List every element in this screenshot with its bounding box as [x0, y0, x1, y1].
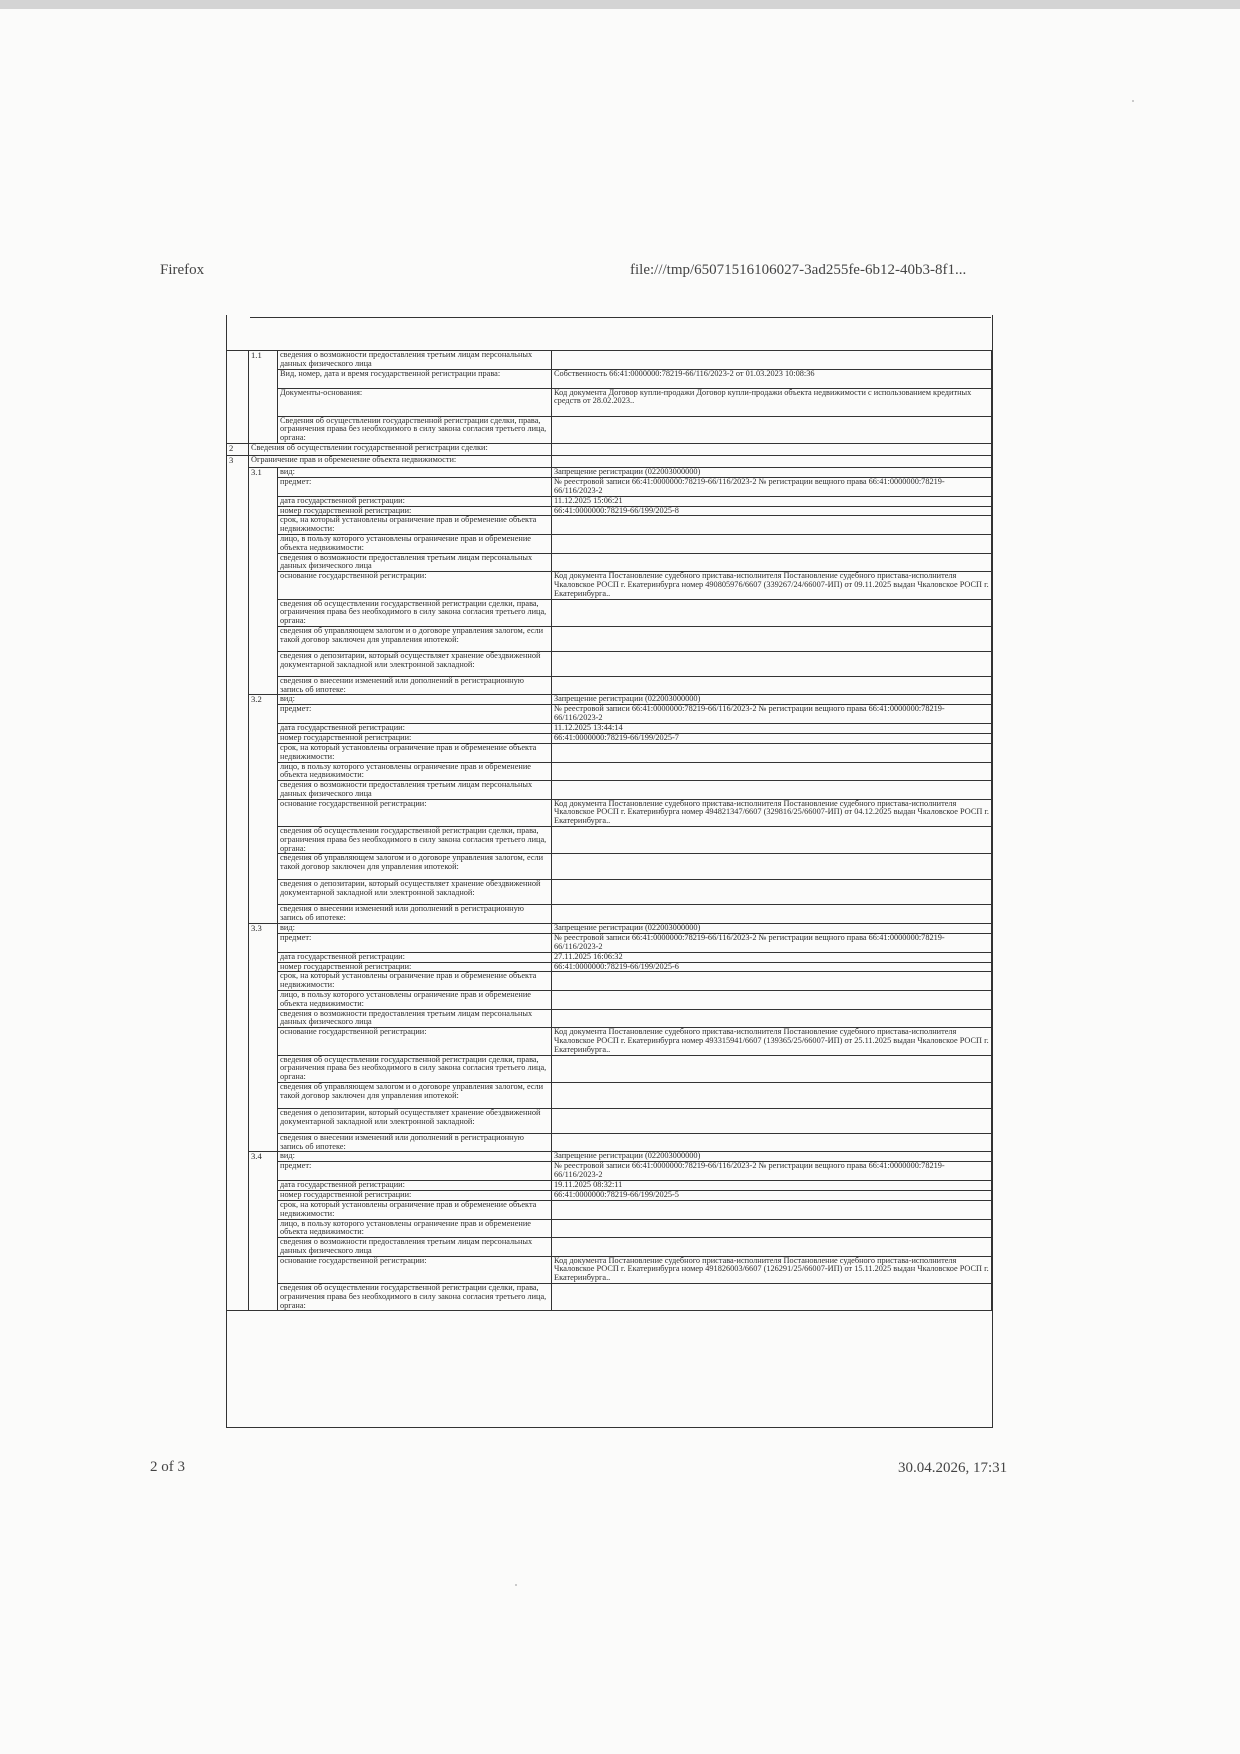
- field-value: 27.11.2025 16:06:32: [552, 952, 992, 962]
- table-row: [227, 516, 992, 535]
- field-label: основание государственной регистрации:: [278, 572, 552, 599]
- table-row: [227, 1133, 992, 1152]
- table-row: [227, 1152, 992, 1162]
- table-row: [227, 467, 992, 477]
- field-value: [552, 905, 992, 924]
- field-value: [552, 455, 992, 467]
- field-value: [552, 416, 992, 443]
- document-frame-top-line: [250, 317, 991, 318]
- field-value: Код документа Постановление судебного пристава-исполнителя Постановление судебного пристава-исполнителя Чкаловское РОСП г. Екатеринбурга номер 490805976/6607 (339267/24/66007-ИП) от 09.11.2025 выдан Чкаловское РОСП г. Екатеринбурга..: [552, 572, 992, 599]
- table-row: [227, 799, 992, 826]
- field-value: Собственность 66:41:0000000:78219-66/116/2023-2 от 01.03.2023 10:08:36: [552, 369, 992, 388]
- field-label: сведения о внесении изменений или дополнений в регистрационную запись об ипотеке:: [278, 676, 552, 695]
- table-row: [227, 1200, 992, 1219]
- field-label: срок, на который установлены ограничение прав и обременение объекта недвижимости:: [278, 972, 552, 991]
- table-row: [227, 599, 992, 626]
- table-row: [227, 651, 992, 676]
- field-label: лицо, в пользу которого установлены ограничение прав и обременение объекта недвижимости:: [278, 535, 552, 554]
- print-footer-timestamp: 30.04.2026, 17:31: [898, 1460, 1008, 1476]
- table-row: [227, 1181, 992, 1191]
- field-label: вид:: [278, 1152, 552, 1162]
- table-row: [227, 762, 992, 781]
- table-row: [227, 1191, 992, 1201]
- subsection-number: 3.2: [249, 695, 278, 924]
- table-row: [227, 535, 992, 554]
- field-label: вид:: [278, 695, 552, 705]
- table-row: [227, 724, 992, 734]
- print-header-app-name: Firefox: [160, 262, 205, 278]
- table-row: [227, 1238, 992, 1257]
- field-label: сведения о депозитарии, который осуществляет хранение обездвиженной документарной закладной или электронной закладной:: [278, 651, 552, 676]
- table-row: [227, 455, 992, 467]
- field-value: [552, 854, 992, 880]
- field-value: [552, 516, 992, 535]
- field-value: [552, 880, 992, 905]
- field-value: [552, 651, 992, 676]
- field-value: [552, 781, 992, 800]
- field-label: сведения о возможности предоставления третьим лицам персональных данных физического лица: [278, 781, 552, 800]
- field-value: № реестровой записи 66:41:0000000:78219-66/116/2023-2 № регистрации вещного права 66:41:0000000:78219-66/116/2023-2: [552, 477, 992, 496]
- field-value: [552, 991, 992, 1010]
- print-header-url: file:///tmp/65071516106027-3ad255fe-6b12-40b3-8f1...: [630, 262, 967, 278]
- field-value: [552, 1219, 992, 1238]
- table-row: [227, 1028, 992, 1055]
- field-label: сведения о возможности предоставления третьим лицам персональных данных физического лица: [278, 1238, 552, 1257]
- table-row: [227, 880, 992, 905]
- field-label: сведения об осуществлении государственной регистрации сделки, права, ограничения права без необходимого в силу закона согласия третьего лица, органа:: [278, 1055, 552, 1082]
- section-heading: Ограничение прав и обременение объекта недвижимости:: [249, 455, 552, 467]
- scan-speck: [515, 1584, 517, 1586]
- subsection-number: 1.1: [249, 351, 278, 444]
- field-value: [552, 626, 992, 651]
- outer-index-cell: [227, 351, 249, 444]
- table-row: [227, 626, 992, 651]
- table-row: [227, 676, 992, 695]
- field-label: сведения о возможности предоставления третьим лицам персональных данных физического лица: [278, 351, 552, 370]
- field-label: сведения об управляющем залогом и о договоре управления залогом, если такой договор заключен для управления ипотекой:: [278, 626, 552, 651]
- field-label: дата государственной регистрации:: [278, 496, 552, 506]
- field-label: сведения об осуществлении государственной регистрации сделки, права, ограничения права без необходимого в силу закона согласия третьего лица, органа:: [278, 599, 552, 626]
- subsection-number: 3.4: [249, 1152, 278, 1311]
- subsection-number: 3.1: [249, 467, 278, 695]
- field-value: 11.12.2025 13:44:14: [552, 724, 992, 734]
- field-label: сведения о депозитарии, который осуществляет хранение обездвиженной документарной закладной или электронной закладной:: [278, 1108, 552, 1133]
- table-row: [227, 781, 992, 800]
- table-row: [227, 351, 992, 370]
- field-value: Запрещение регистрации (022003000000): [552, 695, 992, 705]
- field-label: предмет:: [278, 705, 552, 724]
- field-label: Документы-основания:: [278, 388, 552, 416]
- field-value: 11.12.2025 15:06:21: [552, 496, 992, 506]
- field-label: лицо, в пользу которого установлены ограничение прав и обременение объекта недвижимости:: [278, 991, 552, 1010]
- table-row: [227, 991, 992, 1010]
- section-number: 3: [227, 455, 249, 1310]
- table-row: [227, 1009, 992, 1028]
- table-row: [227, 553, 992, 572]
- field-label: основание государственной регистрации:: [278, 1256, 552, 1283]
- registry-table: [226, 350, 992, 1311]
- field-value: 19.11.2025 08:32:11: [552, 1181, 992, 1191]
- table-row: [227, 854, 992, 880]
- field-label: номер государственной регистрации:: [278, 506, 552, 516]
- field-value: [552, 1082, 992, 1108]
- top-edge-strip: [0, 0, 1240, 9]
- table-row: [227, 1256, 992, 1283]
- field-label: предмет:: [278, 933, 552, 952]
- field-value: [552, 1009, 992, 1028]
- table-row: [227, 827, 992, 854]
- field-value: 66:41:0000000:78219-66/199/2025-8: [552, 506, 992, 516]
- field-value: 66:41:0000000:78219-66/199/2025-7: [552, 734, 992, 744]
- field-label: сведения об управляющем залогом и о договоре управления залогом, если такой договор заключен для управления ипотекой:: [278, 1082, 552, 1108]
- field-value: 66:41:0000000:78219-66/199/2025-6: [552, 962, 992, 972]
- field-label: сведения о возможности предоставления третьим лицам персональных данных физического лица: [278, 553, 552, 572]
- field-value: [552, 553, 992, 572]
- field-label: сведения о внесении изменений или дополнений в регистрационную запись об ипотеке:: [278, 905, 552, 924]
- table-row: [227, 1108, 992, 1133]
- field-label: лицо, в пользу которого установлены ограничение прав и обременение объекта недвижимости:: [278, 762, 552, 781]
- field-label: основание государственной регистрации:: [278, 799, 552, 826]
- field-label: сведения о возможности предоставления третьим лицам персональных данных физического лица: [278, 1009, 552, 1028]
- table-row: [227, 734, 992, 744]
- section-number: 2: [227, 443, 249, 455]
- field-label: дата государственной регистрации:: [278, 724, 552, 734]
- field-value: [552, 1200, 992, 1219]
- field-value: Запрещение регистрации (022003000000): [552, 923, 992, 933]
- field-value: Код документа Постановление судебного пристава-исполнителя Постановление судебного пристава-исполнителя Чкаловское РОСП г. Екатеринбурга номер 494821347/6607 (329816/25/66007-ИП) от 04.12.2025 выдан Чкаловское РОСП г. Екатеринбурга..: [552, 799, 992, 826]
- table-row: [227, 952, 992, 962]
- field-label: предмет:: [278, 477, 552, 496]
- field-label: дата государственной регистрации:: [278, 1181, 552, 1191]
- field-value: [552, 1055, 992, 1082]
- scan-speck: [1132, 100, 1134, 102]
- field-value: [552, 443, 992, 455]
- field-value: [552, 1133, 992, 1152]
- table-row: [227, 388, 992, 416]
- table-row: [227, 1284, 992, 1311]
- table-row: [227, 933, 992, 952]
- field-value: Запрещение регистрации (022003000000): [552, 1152, 992, 1162]
- field-label: срок, на который установлены ограничение прав и обременение объекта недвижимости:: [278, 743, 552, 762]
- field-value: [552, 1284, 992, 1311]
- table-row: [227, 477, 992, 496]
- field-label: предмет:: [278, 1162, 552, 1181]
- field-label: Сведения об осуществлении государственной регистрации сделки, права, ограничения права без необходимого в силу закона согласия третьего лица, органа:: [278, 416, 552, 443]
- field-label: сведения о внесении изменений или дополнений в регистрационную запись об ипотеке:: [278, 1133, 552, 1152]
- field-value: [552, 762, 992, 781]
- field-label: Вид, номер, дата и время государственной регистрации права:: [278, 369, 552, 388]
- table-row: [227, 695, 992, 705]
- field-value: № реестровой записи 66:41:0000000:78219-66/116/2023-2 № регистрации вещного права 66:41:0000000:78219-66/116/2023-2: [552, 1162, 992, 1181]
- table-row: [227, 443, 992, 455]
- table-row: [227, 705, 992, 724]
- field-value: Код документа Постановление судебного пристава-исполнителя Постановление судебного пристава-исполнителя Чкаловское РОСП г. Екатеринбурга номер 491826003/6607 (126291/25/66007-ИП) от 15.11.2025 выдан Чкаловское РОСП г. Екатеринбурга..: [552, 1256, 992, 1283]
- field-label: сведения о депозитарии, который осуществляет хранение обездвиженной документарной закладной или электронной закладной:: [278, 880, 552, 905]
- table-row: [227, 1219, 992, 1238]
- table-row: [227, 905, 992, 924]
- field-label: лицо, в пользу которого установлены ограничение прав и обременение объекта недвижимости:: [278, 1219, 552, 1238]
- table-row: [227, 743, 992, 762]
- field-label: номер государственной регистрации:: [278, 962, 552, 972]
- field-label: вид:: [278, 923, 552, 933]
- field-value: [552, 676, 992, 695]
- field-label: номер государственной регистрации:: [278, 1191, 552, 1201]
- field-value: [552, 599, 992, 626]
- field-value: Запрещение регистрации (022003000000): [552, 467, 992, 477]
- table-row: [227, 962, 992, 972]
- field-label: номер государственной регистрации:: [278, 734, 552, 744]
- field-value: Код документа Постановление судебного пристава-исполнителя Постановление судебного пристава-исполнителя Чкаловское РОСП г. Екатеринбурга номер 493315941/6607 (139365/25/66007-ИП) от 25.11.2025 выдан Чкаловское РОСП г. Екатеринбурга..: [552, 1028, 992, 1055]
- table-row: [227, 1162, 992, 1181]
- table-row: [227, 416, 992, 443]
- field-label: основание государственной регистрации:: [278, 1028, 552, 1055]
- table-row: [227, 1082, 992, 1108]
- field-value: [552, 535, 992, 554]
- print-footer-page-counter: 2 of 3: [150, 1459, 185, 1475]
- section-label: Сведения об осуществлении государственной регистрации сделки:: [249, 443, 552, 455]
- field-value: [552, 972, 992, 991]
- table-row: [227, 506, 992, 516]
- table-row: [227, 923, 992, 933]
- field-label: сведения об управляющем залогом и о договоре управления залогом, если такой договор заключен для управления ипотекой:: [278, 854, 552, 880]
- field-value: [552, 1238, 992, 1257]
- field-value: [552, 1108, 992, 1133]
- table-row: [227, 1055, 992, 1082]
- field-value: [552, 827, 992, 854]
- field-label: сведения об осуществлении государственной регистрации сделки, права, ограничения права без необходимого в силу закона согласия третьего лица, органа:: [278, 1284, 552, 1311]
- field-value: № реестровой записи 66:41:0000000:78219-66/116/2023-2 № регистрации вещного права 66:41:0000000:78219-66/116/2023-2: [552, 705, 992, 724]
- field-value: 66:41:0000000:78219-66/199/2025-5: [552, 1191, 992, 1201]
- field-label: сведения об осуществлении государственной регистрации сделки, права, ограничения права без необходимого в силу закона согласия третьего лица, органа:: [278, 827, 552, 854]
- field-value: № реестровой записи 66:41:0000000:78219-66/116/2023-2 № регистрации вещного права 66:41:0000000:78219-66/116/2023-2: [552, 933, 992, 952]
- field-value: [552, 743, 992, 762]
- table-row: [227, 572, 992, 599]
- field-label: срок, на который установлены ограничение прав и обременение объекта недвижимости:: [278, 516, 552, 535]
- field-value: Код документа Договор купли-продажи Договор купли-продажи объекта недвижимости с использованием кредитных средств от 28.02.2023..: [552, 388, 992, 416]
- field-label: дата государственной регистрации:: [278, 952, 552, 962]
- table-row: [227, 972, 992, 991]
- field-label: вид:: [278, 467, 552, 477]
- subsection-number: 3.3: [249, 923, 278, 1152]
- table-row: [227, 369, 992, 388]
- field-value: [552, 351, 992, 370]
- field-label: срок, на который установлены ограничение прав и обременение объекта недвижимости:: [278, 1200, 552, 1219]
- table-row: [227, 496, 992, 506]
